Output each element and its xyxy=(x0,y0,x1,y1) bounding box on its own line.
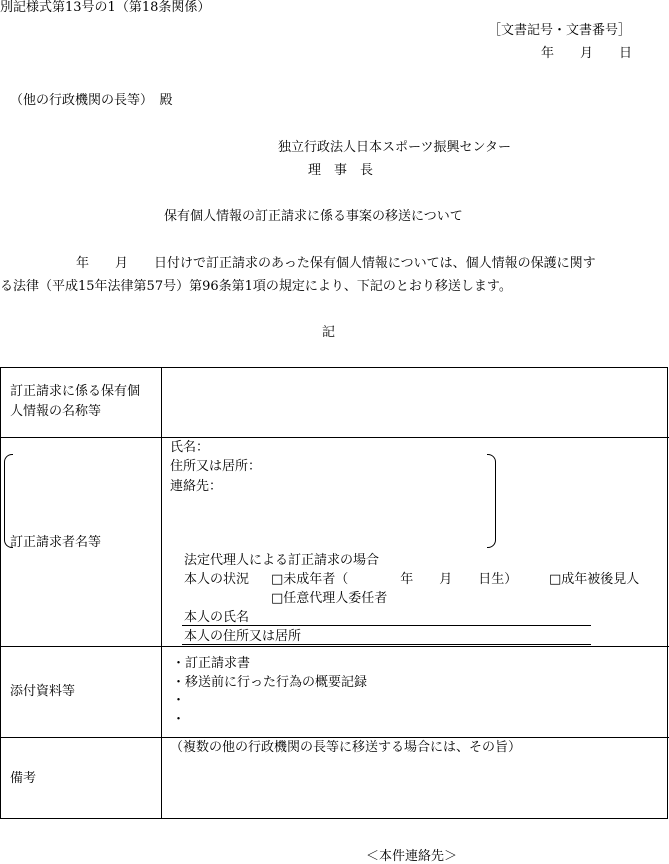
document-date: 年 月 日 xyxy=(541,46,633,61)
attachment-item: ・訂正請求書 xyxy=(172,656,251,671)
body-line-1: 年 月 日付けで訂正請求のあった保有個人情報については、個人情報の保護に関す xyxy=(76,256,596,271)
principal-name-underline xyxy=(182,625,591,626)
ki-heading: 記 xyxy=(322,325,336,340)
principal-address-label: 本人の住所又は居所 xyxy=(184,629,302,644)
principal-name-label: 本人の氏名 xyxy=(184,610,250,625)
sender-organization: 独立行政法人日本スポーツ振興センター xyxy=(278,140,511,155)
body-line-2: る法律（平成15年法律第57号）第96条第1項の規定により、下記のとおり移送します。 xyxy=(0,279,512,294)
attachment-item: ・移送前に行った行為の概要記録 xyxy=(172,675,368,690)
agent-case-heading: 法定代理人による訂正請求の場合 xyxy=(184,553,380,568)
row2-label: 訂正請求者名等 xyxy=(10,535,102,550)
row-divider xyxy=(0,437,669,438)
row-divider xyxy=(0,646,669,647)
principal-status-label: 本人の状況 xyxy=(184,572,250,587)
addressee: （他の行政機関の長等） 殿 xyxy=(10,93,173,108)
row3-label: 添付資料等 xyxy=(10,684,76,699)
right-bracket xyxy=(487,454,496,548)
remarks-note: （複数の他の行政機関の長等に移送する場合には、その旨） xyxy=(170,740,522,755)
proxy-checkbox: □任意代理人委任者 xyxy=(271,591,388,606)
form-number-label: 別記様式第13号の1（第18条関係） xyxy=(0,0,211,15)
table-column-divider xyxy=(161,367,162,819)
attachment-item: ・ xyxy=(172,693,186,708)
document-subject: 保有個人情報の訂正請求に係る事案の移送について xyxy=(164,209,463,224)
requester-name-field: 氏名： xyxy=(170,440,210,455)
requester-contact-field: 連絡先： xyxy=(170,479,223,494)
requester-address-field: 住所又は居所： xyxy=(170,459,262,474)
sender-title: 理 事 長 xyxy=(308,163,374,178)
contact-footer: ＜本件連絡先＞ xyxy=(366,849,458,864)
minor-checkbox: □未成年者（ 年 月 日生） xyxy=(271,572,518,587)
adult-ward-checkbox: □成年被後見人 xyxy=(549,572,640,587)
attachment-item: ・ xyxy=(172,712,186,727)
document-reference: ［文書記号・文書番号］ xyxy=(488,23,632,38)
principal-address-underline xyxy=(182,644,591,645)
row4-label: 備考 xyxy=(10,771,37,786)
row-divider xyxy=(0,737,669,738)
left-bracket xyxy=(4,454,13,548)
